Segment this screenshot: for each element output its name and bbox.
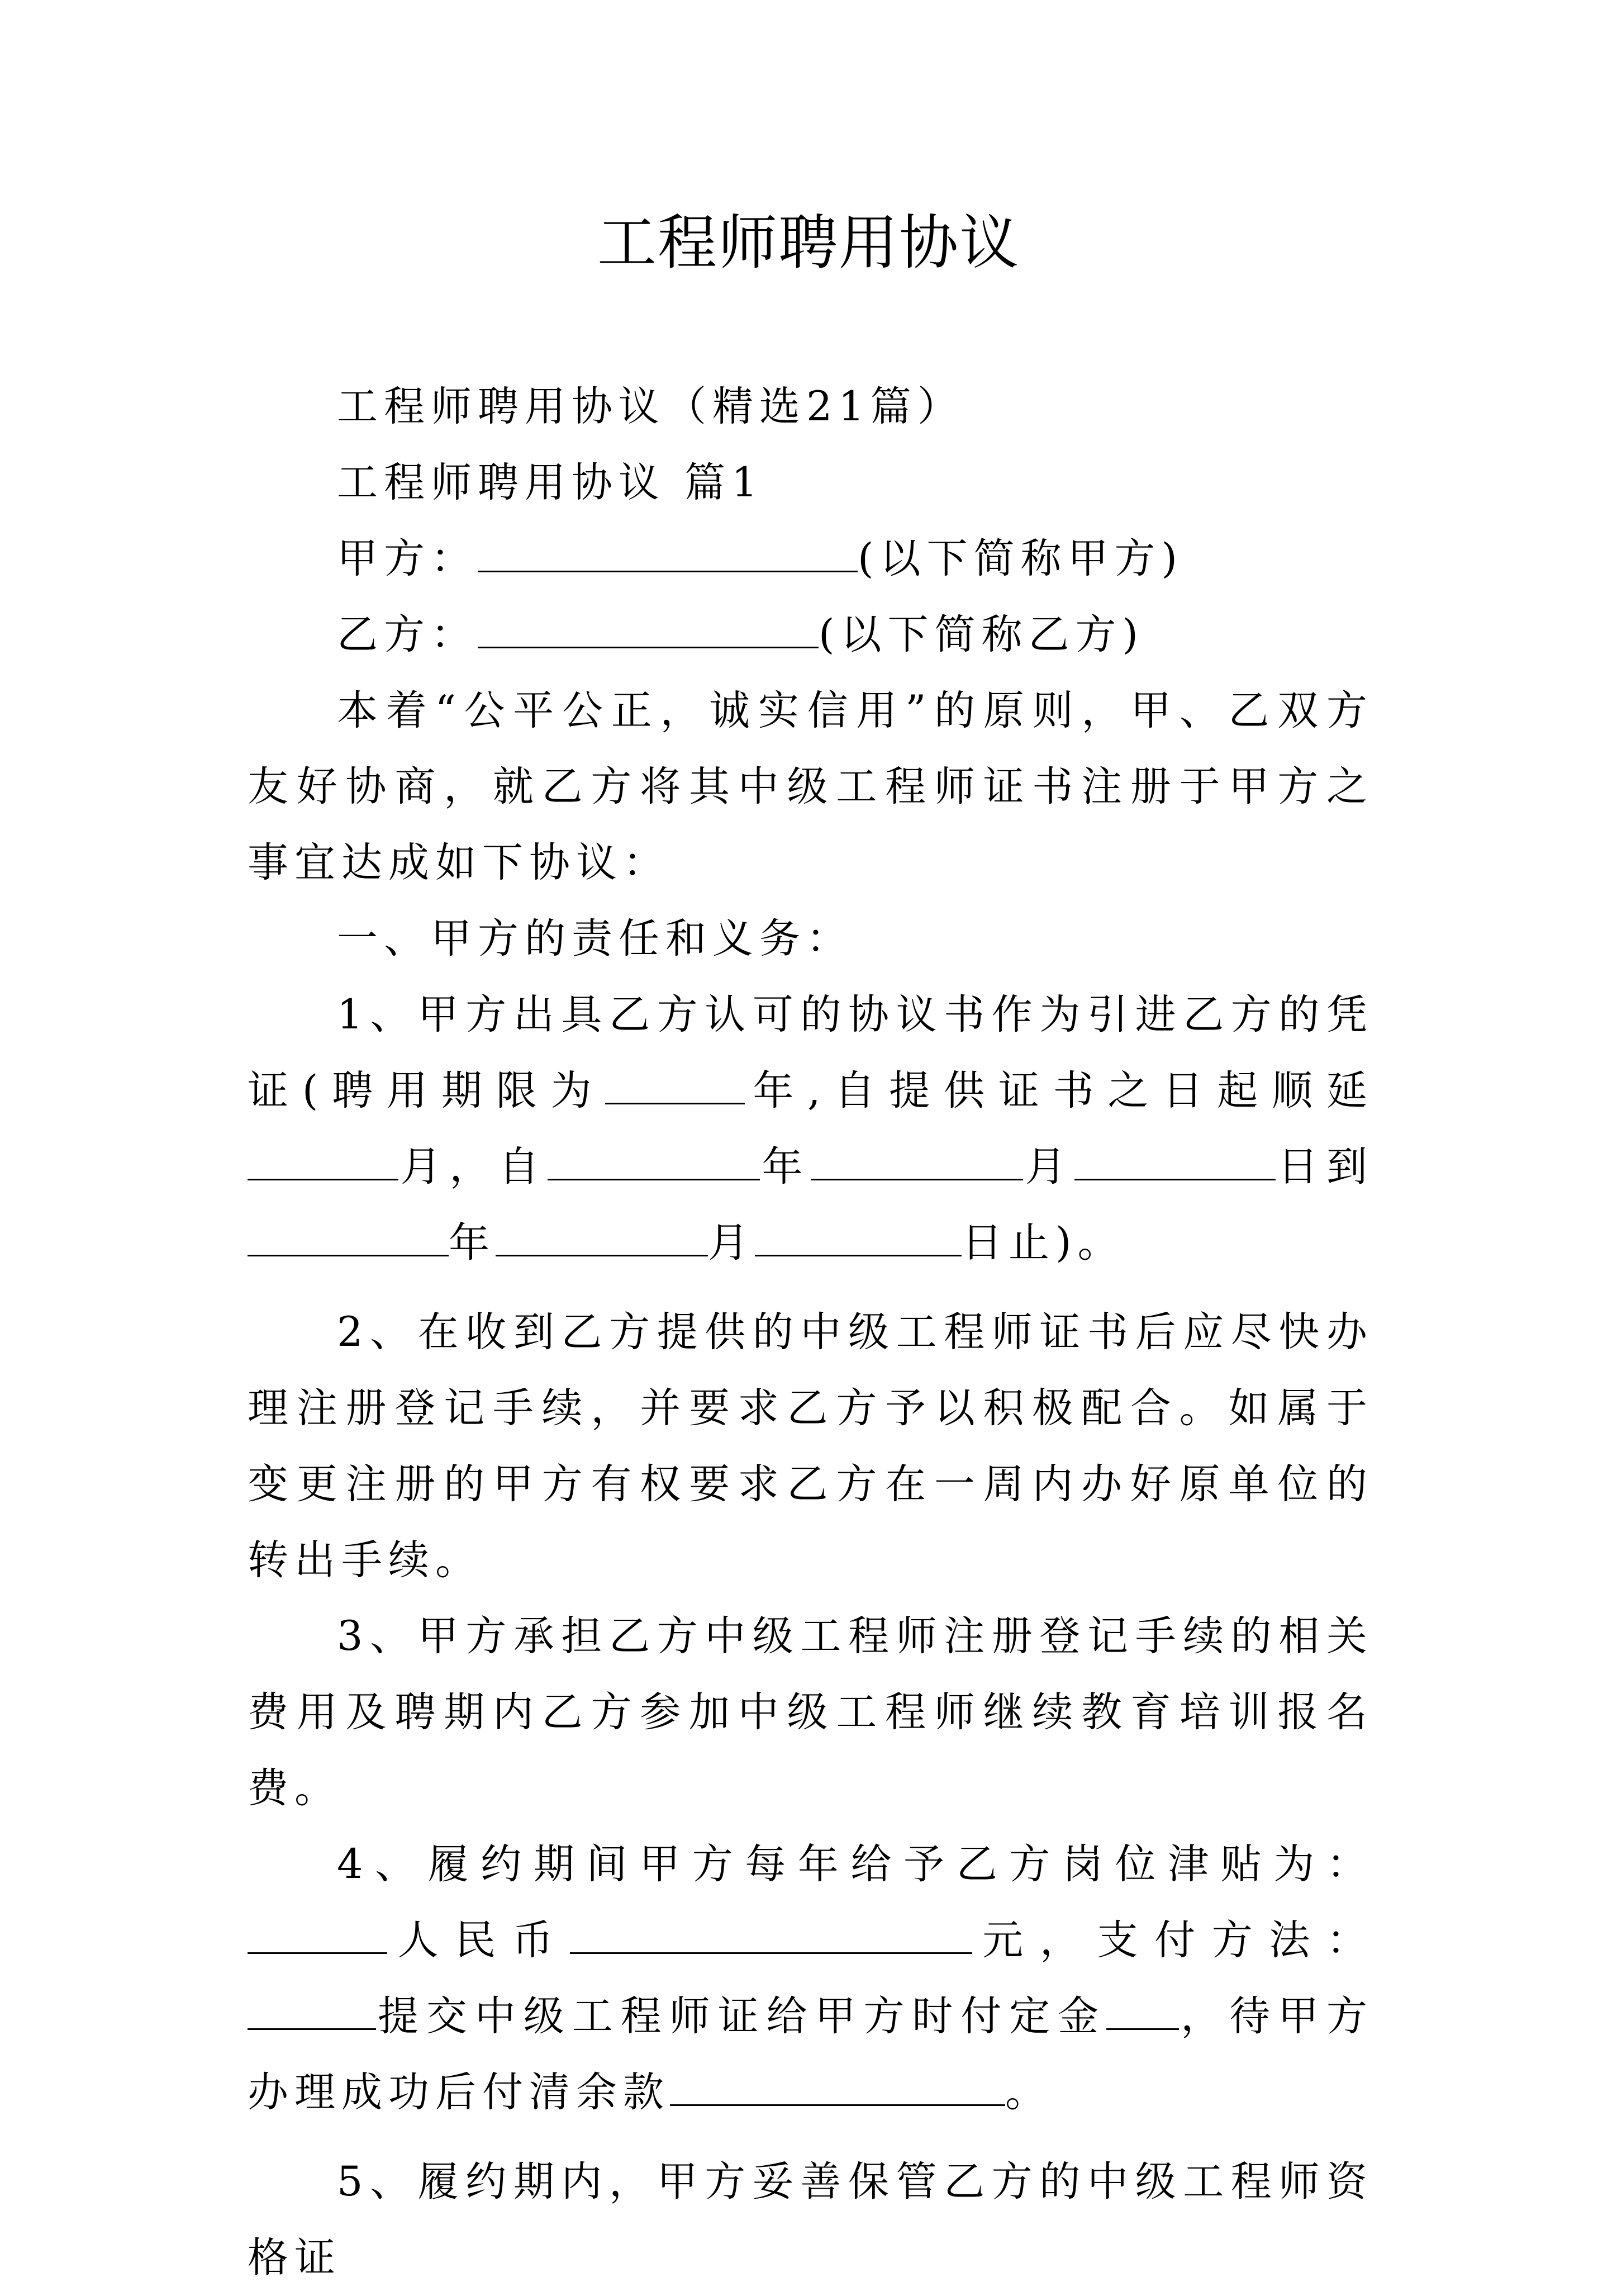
item-1-day-to: 日到: [1275, 1143, 1374, 1190]
party-b-blank: [478, 603, 819, 648]
item-1-end: 日止)。: [962, 1219, 1125, 1266]
item-4-text-2: 人民币: [387, 1917, 570, 1964]
section-heading: 工程师聘用协议 篇1: [337, 459, 764, 506]
subtitle: 工程师聘用协议（精选21篇）: [337, 383, 964, 430]
deposit-blank: [1106, 1985, 1179, 2030]
start-year-blank: [548, 1135, 760, 1180]
item-4-text-1: 4、履约期间甲方每年给予乙方岗位津贴为：: [337, 1840, 1373, 1888]
item-4-text-5: ，待甲方办理成功后付清余款: [248, 1993, 1374, 2116]
item-4-text-4: 提交中级工程师证给甲方时付定金: [376, 1993, 1107, 2040]
intro-paragraph: 本着“公平公正，诚实信用”的原则，甲、乙双方友好协商，就乙方将其中级工程师证书注册于甲方之事宜达成如下协议：: [248, 687, 1373, 886]
allowance-blank: [248, 1909, 387, 1954]
item-1-text-3: 月，自: [398, 1143, 548, 1190]
extension-months-blank: [248, 1135, 398, 1180]
item-1-month-2: 月: [708, 1219, 755, 1266]
item-4-text-6: 。: [1005, 2069, 1052, 2116]
item-5: 5、履约期内，甲方妥善保管乙方的中级工程师资格证: [248, 2158, 1373, 2281]
item-1-year-2: 年: [449, 1219, 496, 1266]
item-1-text-1: 1、甲方出具乙方认可的协议书作为引进乙方的凭证(聘用期限为: [248, 991, 1373, 1114]
party-a-line: [248, 521, 1373, 597]
payment-method-blank: [248, 1985, 376, 2030]
party-a-label: 甲方：: [337, 535, 478, 582]
item-4: [248, 1827, 1373, 2131]
start-month-blank: [811, 1135, 1023, 1180]
item-1: [248, 977, 1373, 1281]
end-month-blank: [496, 1211, 708, 1256]
item-4-text-3: 元，支付方法：: [972, 1917, 1374, 1964]
item-1-text-2: 年,自提供证书之日起顺延: [745, 1067, 1373, 1114]
item-1-month-1: 月: [1023, 1143, 1074, 1190]
term-years-blank: [605, 1059, 745, 1104]
item-1-year-1: 年: [759, 1143, 811, 1190]
end-year-blank: [248, 1211, 449, 1256]
party-b-line: [248, 597, 1373, 673]
end-day-blank: [755, 1211, 962, 1256]
balance-blank: [670, 2061, 1005, 2106]
start-day-blank: [1074, 1135, 1276, 1180]
party-a-blank: [478, 527, 858, 572]
party-a-suffix: (以下简称甲方): [858, 535, 1183, 582]
amount-blank: [570, 1909, 972, 1954]
item-3: 3、甲方承担乙方中级工程师注册登记手续的相关费用及聘期内乙方参加中级工程师继续教育培训报名费。: [248, 1612, 1373, 1812]
party-b-label: 乙方：: [337, 611, 478, 658]
clause-heading: 一、甲方的责任和义务：: [337, 915, 853, 962]
item-2: 2、在收到乙方提供的中级工程师证书后应尽快办理注册登记手续，并要求乙方予以积极配合。如属于变更注册的甲方有权要求乙方在一周内办好原单位的转出手续。: [248, 1308, 1373, 1584]
document-title: 工程师聘用协议: [597, 208, 1020, 277]
document-body: [248, 369, 1373, 2296]
party-b-suffix: (以下简称乙方): [819, 611, 1144, 658]
